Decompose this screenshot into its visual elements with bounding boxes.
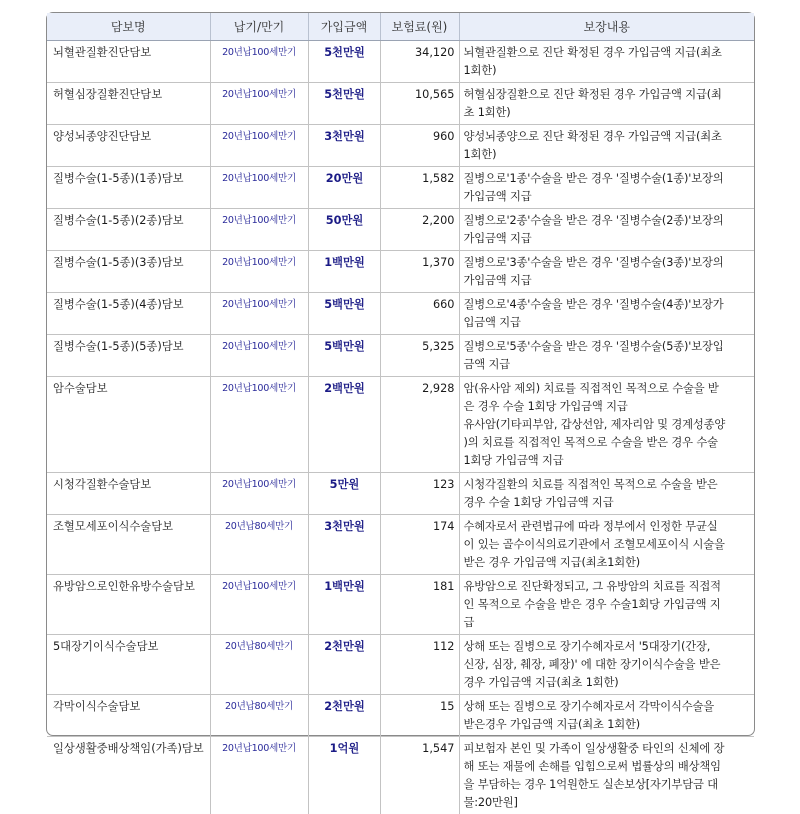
- table-row: [47, 377, 754, 473]
- coverage-details-line: 시청각질환의 치료를 직접적인 목적으로 수술을 받은: [464, 476, 752, 494]
- coverage-details-line: 받은경우 가입금액 지급(최초 1회한): [464, 716, 752, 734]
- insured-amount-cell: 5백만원: [308, 335, 380, 377]
- coverage-details-line: 질병으로'1종'수술을 받은 경우 '질병수술(1종)'보장의: [464, 170, 752, 188]
- payment-period-cell: 20년납100세만기: [210, 251, 308, 293]
- table-row: [47, 125, 754, 167]
- premium-cell: 34,120: [380, 41, 459, 83]
- premium-cell: 123: [380, 473, 459, 515]
- payment-period-cell: 20년납100세만기: [210, 335, 308, 377]
- table-body: [47, 41, 754, 814]
- insured-amount-cell: 2백만원: [308, 377, 380, 473]
- coverage-details-cell: [459, 575, 754, 635]
- premium-cell: 174: [380, 515, 459, 575]
- table-row: [47, 41, 754, 83]
- table-row: [47, 575, 754, 635]
- coverage-details-cell: [459, 737, 754, 814]
- coverage-details-line: 상해 또는 질병으로 장기수혜자로서 각막이식수술을: [464, 698, 752, 716]
- coverage-details-line: 1회한): [464, 146, 752, 164]
- coverage-details-line: 가입금액 지급: [464, 272, 752, 290]
- premium-cell: 181: [380, 575, 459, 635]
- insured-amount-cell: 2천만원: [308, 635, 380, 695]
- insured-amount-cell: 50만원: [308, 209, 380, 251]
- payment-period-cell: 20년납100세만기: [210, 377, 308, 473]
- header-coverage-name: 담보명: [47, 13, 210, 41]
- payment-period-cell: 20년납100세만기: [210, 293, 308, 335]
- insured-amount-cell: 3천만원: [308, 125, 380, 167]
- coverage-details-line: )의 치료를 직접적인 목적으로 수술을 받은 경우 수술: [464, 434, 752, 452]
- coverage-details-cell: [459, 83, 754, 125]
- table-row: [47, 251, 754, 293]
- coverage-details-cell: [459, 293, 754, 335]
- coverage-details-line: 1회한): [464, 62, 752, 80]
- payment-period-cell: 20년납100세만기: [210, 737, 308, 814]
- coverage-name-cell: 각막이식수술담보: [47, 695, 210, 737]
- coverage-details-line: 뇌혈관질환으로 진단 확정된 경우 가입금액 지급(최초: [464, 44, 752, 62]
- coverage-table-frame: [46, 12, 755, 736]
- coverage-name-cell: 허혈심장질환진단담보: [47, 83, 210, 125]
- insured-amount-cell: 1백만원: [308, 575, 380, 635]
- header-insured-amount: 가입금액: [308, 13, 380, 41]
- table-row: [47, 737, 754, 814]
- header-payment-period: 납기/만기: [210, 13, 308, 41]
- table-row: [47, 695, 754, 737]
- coverage-details-line: 해 또는 재물에 손해를 입힘으로써 법률상의 배상책임: [464, 758, 752, 776]
- coverage-details-cell: [459, 635, 754, 695]
- coverage-details-line: 경우 가입금액 지급(최초 1회한): [464, 674, 752, 692]
- insured-amount-cell: 5천만원: [308, 83, 380, 125]
- coverage-name-cell: 뇌혈관질환진단담보: [47, 41, 210, 83]
- coverage-details-line: 경우 수술 1회당 가입금액 지급: [464, 494, 752, 512]
- coverage-details-line: 허혈심장질환으로 진단 확정된 경우 가입금액 지급(최: [464, 86, 752, 104]
- payment-period-cell: 20년납100세만기: [210, 473, 308, 515]
- coverage-details-line: 인 목적으로 수술을 받은 경우 수술1회당 가입금액 지: [464, 596, 752, 614]
- coverage-details-line: 질병으로'5종'수술을 받은 경우 '질병수술(5종)'보장입: [464, 338, 752, 356]
- table-row: [47, 635, 754, 695]
- coverage-name-cell: 조혈모세포이식수술담보: [47, 515, 210, 575]
- coverage-details-line: 피보험자 본인 및 가족이 일상생활중 타인의 신체에 장: [464, 740, 752, 758]
- insured-amount-cell: 5만원: [308, 473, 380, 515]
- coverage-details-line: 질병으로'2종'수술을 받은 경우 '질병수술(2종)'보장의: [464, 212, 752, 230]
- table-header-row: [47, 13, 754, 41]
- coverage-details-cell: [459, 209, 754, 251]
- insured-amount-cell: 5백만원: [308, 293, 380, 335]
- coverage-name-cell: 양성뇌종양진단담보: [47, 125, 210, 167]
- table-row: [47, 515, 754, 575]
- coverage-details-line: 유방암으로 진단확정되고, 그 유방암의 치료를 직접적: [464, 578, 752, 596]
- coverage-details-line: 입금액 지급: [464, 314, 752, 332]
- premium-cell: 1,582: [380, 167, 459, 209]
- payment-period-cell: 20년납80세만기: [210, 695, 308, 737]
- coverage-details-cell: [459, 377, 754, 473]
- payment-period-cell: 20년납100세만기: [210, 41, 308, 83]
- coverage-details-cell: [459, 473, 754, 515]
- payment-period-cell: 20년납100세만기: [210, 209, 308, 251]
- coverage-details-line: 질병으로'3종'수술을 받은 경우 '질병수술(3종)'보장의: [464, 254, 752, 272]
- premium-cell: 5,325: [380, 335, 459, 377]
- payment-period-cell: 20년납80세만기: [210, 515, 308, 575]
- table-row: [47, 167, 754, 209]
- coverage-details-line: 유사암(기타피부암, 갑상선암, 제자리암 및 경계성종양: [464, 416, 752, 434]
- coverage-details-line: 신장, 심장, 췌장, 폐장)' 에 대한 장기이식수술을 받은: [464, 656, 752, 674]
- coverage-details-line: 상해 또는 질병으로 장기수혜자로서 '5대장기(간장,: [464, 638, 752, 656]
- payment-period-cell: 20년납100세만기: [210, 575, 308, 635]
- coverage-details-cell: [459, 125, 754, 167]
- coverage-details-cell: [459, 167, 754, 209]
- payment-period-cell: 20년납100세만기: [210, 83, 308, 125]
- insured-amount-cell: 1억원: [308, 737, 380, 814]
- coverage-details-line: 이 있는 골수이식의료기관에서 조혈모세포이식 시술을: [464, 536, 752, 554]
- coverage-details-cell: [459, 41, 754, 83]
- coverage-details-line: 가입금액 지급: [464, 230, 752, 248]
- premium-cell: 15: [380, 695, 459, 737]
- premium-cell: 2,200: [380, 209, 459, 251]
- payment-period-cell: 20년납80세만기: [210, 635, 308, 695]
- insured-amount-cell: 2천만원: [308, 695, 380, 737]
- coverage-details-line: 양성뇌종양으로 진단 확정된 경우 가입금액 지급(최초: [464, 128, 752, 146]
- coverage-details-line: 질병으로'4종'수술을 받은 경우 '질병수술(4종)'보장가: [464, 296, 752, 314]
- coverage-details-line: 급: [464, 614, 752, 632]
- payment-period-cell: 20년납100세만기: [210, 125, 308, 167]
- insured-amount-cell: 1백만원: [308, 251, 380, 293]
- coverage-name-cell: 질병수술(1-5종)(2종)담보: [47, 209, 210, 251]
- coverage-details-line: 금액 지급: [464, 356, 752, 374]
- insured-amount-cell: 3천만원: [308, 515, 380, 575]
- coverage-details-line: 물:20만원]: [464, 794, 752, 812]
- coverage-details-cell: [459, 251, 754, 293]
- coverage-name-cell: 질병수술(1-5종)(1종)담보: [47, 167, 210, 209]
- table-row: [47, 335, 754, 377]
- coverage-details-line: 1회당 가입금액 지급: [464, 452, 752, 470]
- coverage-name-cell: 질병수술(1-5종)(3종)담보: [47, 251, 210, 293]
- premium-cell: 2,928: [380, 377, 459, 473]
- coverage-details-cell: [459, 335, 754, 377]
- insured-amount-cell: 5천만원: [308, 41, 380, 83]
- premium-cell: 10,565: [380, 83, 459, 125]
- premium-cell: 960: [380, 125, 459, 167]
- table-row: [47, 83, 754, 125]
- coverage-details-line: 초 1회한): [464, 104, 752, 122]
- premium-cell: 660: [380, 293, 459, 335]
- coverage-name-cell: 유방암으로인한유방수술담보: [47, 575, 210, 635]
- table-row: [47, 473, 754, 515]
- coverage-name-cell: 일상생활중배상책임(가족)담보: [47, 737, 210, 814]
- coverage-name-cell: 5대장기이식수술담보: [47, 635, 210, 695]
- header-coverage-details: 보장내용: [459, 13, 754, 41]
- insured-amount-cell: 20만원: [308, 167, 380, 209]
- coverage-details-line: 암(유사암 제외) 치료를 직접적인 목적으로 수술을 받: [464, 380, 752, 398]
- coverage-details-line: 가입금액 지급: [464, 188, 752, 206]
- table-row: [47, 209, 754, 251]
- coverage-table: [47, 13, 754, 814]
- coverage-details-line: 수혜자로서 관련법규에 따라 정부에서 인정한 무균실: [464, 518, 752, 536]
- coverage-details-cell: [459, 515, 754, 575]
- header-premium: 보험료(원): [380, 13, 459, 41]
- premium-cell: 1,370: [380, 251, 459, 293]
- coverage-details-cell: [459, 695, 754, 737]
- table-row: [47, 293, 754, 335]
- coverage-name-cell: 시청각질환수술담보: [47, 473, 210, 515]
- coverage-details-line: 받은 경우 가입금액 지급(최초1회한): [464, 554, 752, 572]
- payment-period-cell: 20년납100세만기: [210, 167, 308, 209]
- premium-cell: 1,547: [380, 737, 459, 814]
- coverage-name-cell: 질병수술(1-5종)(4종)담보: [47, 293, 210, 335]
- coverage-name-cell: 질병수술(1-5종)(5종)담보: [47, 335, 210, 377]
- coverage-details-line: 은 경우 수술 1회당 가입금액 지급: [464, 398, 752, 416]
- premium-cell: 112: [380, 635, 459, 695]
- coverage-details-line: 을 부담하는 경우 1억원한도 실손보상[자기부담금 대: [464, 776, 752, 794]
- coverage-name-cell: 암수술담보: [47, 377, 210, 473]
